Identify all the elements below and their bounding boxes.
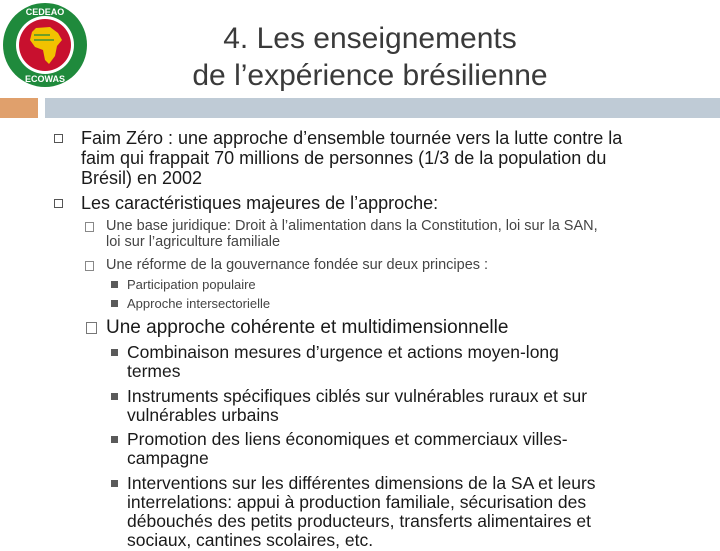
list-item-line: débouchés des petits producteurs, transferts alimentaires et [127, 511, 591, 531]
filled-square-bullet-icon [111, 300, 118, 307]
title-line: 4. Les enseignements [223, 22, 517, 55]
list-item-line: Combinaison mesures d’urgence et actions moyen-long [127, 342, 559, 362]
logo-bottom-text: ECOWAS [24, 74, 66, 84]
square-bullet-icon [85, 261, 94, 271]
logo-top-text: CEDEAO [25, 7, 65, 17]
list-item-line: Faim Zéro : une approche d’ensemble tournée vers la lutte contre la [81, 128, 623, 148]
square-bullet-icon [85, 222, 94, 232]
cedeao-ecowas-logo [2, 2, 88, 88]
list-item-line: campagne [127, 448, 209, 468]
accent-bar-left [0, 98, 38, 118]
list-item-line: vulnérables urbains [127, 405, 279, 425]
list-item-line: Brésil) en 2002 [81, 168, 203, 188]
list-item-line: Participation populaire [127, 277, 256, 292]
square-bullet-icon [54, 199, 63, 208]
list-item-line: Les caractéristiques majeures de l’approche: [81, 193, 439, 213]
filled-square-bullet-icon [111, 393, 118, 400]
list-item-line: sociaux, cantines scolaires, etc. [127, 530, 374, 550]
list-item-line: faim qui frappait 70 millions de personnes (1/3 de la population du [81, 148, 607, 168]
square-bullet-icon [86, 322, 97, 334]
list-item-line: termes [127, 361, 181, 381]
list-item-line: Interventions sur les différentes dimensions de la SA et leurs [127, 473, 596, 493]
list-item-line: Instruments spécifiques ciblés sur vulnérables ruraux et sur [127, 386, 588, 406]
filled-square-bullet-icon [111, 349, 118, 356]
list-item-line: Promotion des liens économiques et commerciaux villes- [127, 429, 568, 449]
list-item-line: Une approche cohérente et multidimensionnelle [106, 317, 509, 338]
list-item-line: Une base juridique: Droit à l’alimentation dans la Constitution, loi sur la SAN, [106, 218, 598, 234]
list-item-line: interrelations: appui à production familiale, sécurisation des [127, 492, 587, 512]
title-line: de l’expérience brésilienne [192, 59, 548, 92]
accent-bar-right [45, 98, 720, 118]
list-item-line: Une réforme de la gouvernance fondée sur deux principes : [106, 257, 489, 273]
slide-title [150, 20, 590, 94]
filled-square-bullet-icon [111, 281, 118, 288]
list-item-line: Approche intersectorielle [127, 296, 271, 311]
filled-square-bullet-icon [111, 436, 118, 443]
list-item-line: loi sur l’agriculture familiale [106, 234, 281, 250]
square-bullet-icon [54, 134, 63, 143]
filled-square-bullet-icon [111, 480, 118, 487]
